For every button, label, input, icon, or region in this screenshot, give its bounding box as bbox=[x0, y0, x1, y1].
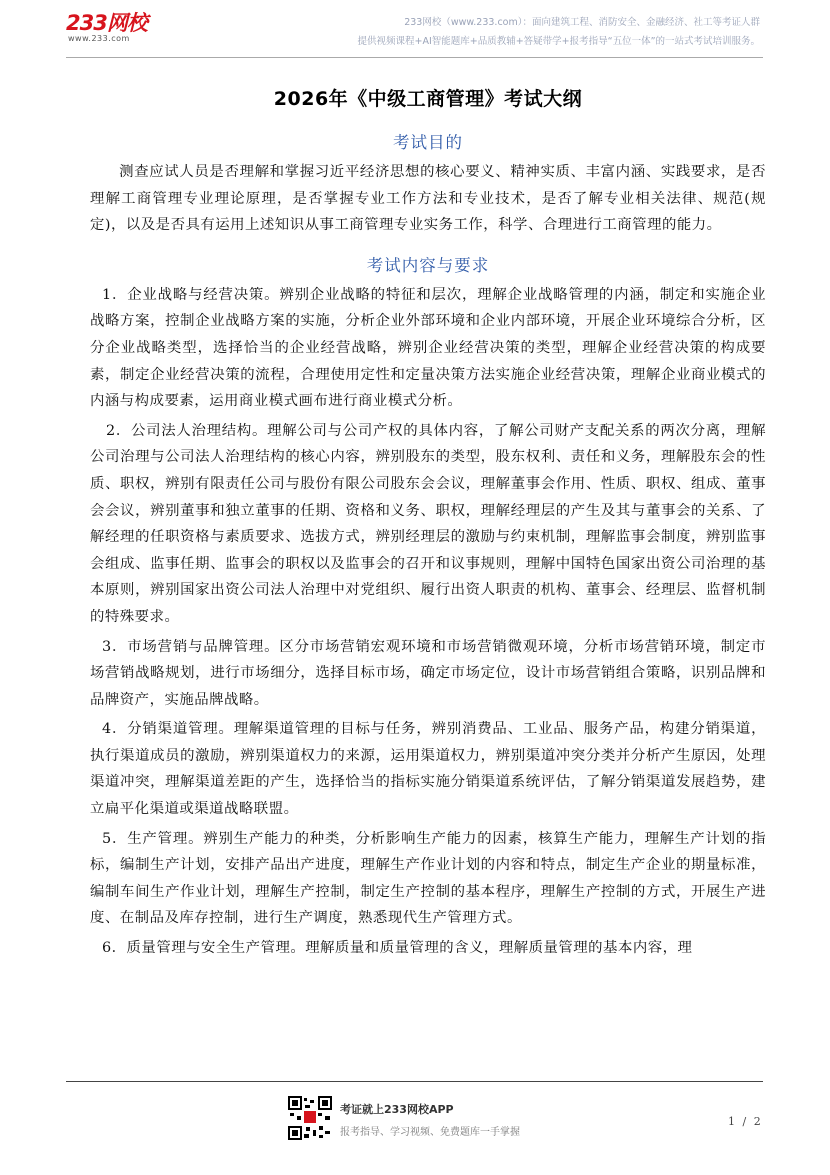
section-heading-purpose: 考试目的 bbox=[393, 133, 463, 152]
header-divider bbox=[66, 57, 763, 58]
document-body bbox=[90, 86, 766, 962]
paragraph-item-5: 5．生产管理。辨别生产能力的种类，分析影响生产能力的因素，核算生产能力，理解生产计划的指标，编制生产计划，安排产品出产进度，理解生产作业计划的内容和特点，制定生产企业的期量标准，编制车间生产作业计划，理解生产控制，制定生产控制的基本程序，理解生产控制的方式，开展生产进度、在制品及库存控制，进行生产调度，熟悉现代生产管理方式。 bbox=[90, 830, 766, 927]
header-info-line-2: 提供视频课程+AI智能题库+品质教辅+答疑带学+报考指导“五位一体”的一站式考试培训服务。 bbox=[357, 36, 760, 47]
paragraph-item-3: 3．市场营销与品牌管理。区分市场营销宏观环境和市场营销微观环境，分析市场营销环境，制定市场营销战略规划，进行市场细分，选择目标市场，确定市场定位，设计市场营销组合策略，识别品牌和品牌资产，实施品牌战略。 bbox=[90, 638, 766, 708]
logo-url: www.233.com bbox=[68, 34, 130, 43]
section-heading-content: 考试内容与要求 bbox=[366, 255, 490, 275]
paragraph-purpose: 测查应试人员是否理解和掌握习近平经济思想的核心要义、精神实质、丰富内涵、实践要求，是否理解工商管理专业理论原理，是否掌握专业工作方法和专业技术，是否了解专业相关法律、规范(规定)，以及是否具有运用上述知识从事工商管理专业实务工作，科学、合理进行工商管理的能力。 bbox=[90, 164, 766, 234]
document-title: 2026年《中级工商管理》考试大纲 bbox=[273, 88, 583, 110]
paragraph-item-6: 6．质量管理与安全生产管理。理解质量和质量管理的含义，理解质量管理的基本内容，理 bbox=[102, 940, 693, 957]
footer-app-title[interactable]: 考证就上233网校APP bbox=[340, 1103, 454, 1116]
logo-text: 233网校 bbox=[66, 11, 147, 35]
brand-logo[interactable] bbox=[66, 12, 147, 44]
header-info bbox=[358, 13, 761, 51]
page-header bbox=[0, 0, 830, 58]
page-number: 1 / 2 bbox=[728, 1115, 763, 1128]
qr-code-icon[interactable] bbox=[288, 1096, 332, 1140]
footer-app-subtitle: 报考指导、学习视频、免费题库一手掌握 bbox=[340, 1127, 520, 1138]
paragraph-item-2: 2．公司法人治理结构。理解公司与公司产权的具体内容，了解公司财产支配关系的两次分离，理解公司治理与公司法人治理结构的核心内容，辨别股东的类型，股东权利、责任和义务，理解股东会的性质、职权，辨别有限责任公司与股份有限公司股东会会议，理解董事会作用、性质、职权、组成、董事会会议，辨别董事和独立董事的任期、资格和义务、职权，理解经理层的产生及其与董事会的关系、了解经理的任职资格与素质要求、选拔方式，辨别经理层的激励与约束机制，理解监事会制度，辨别监事会组成、监事任期、监事会的职权以及监事会的召开和议事规则，理解中国特色国家出资公司治理的基本原则，辨别国家出资公司法人治理中对党组织、履行出资人职责的机构、董事会、经理层、监督机制的特殊要求。 bbox=[90, 422, 766, 625]
footer-divider bbox=[66, 1081, 763, 1082]
paragraph-item-4: 4．分销渠道管理。理解渠道管理的目标与任务，辨别消费品、工业品、服务产品，构建分销渠道，执行渠道成员的激励，辨别渠道权力的来源，运用渠道权力，辨别渠道冲突分类并分析产生原因，处理渠道冲突，理解渠道差距的产生，选择恰当的指标实施分销渠道系统评估，了解分销渠道发展趋势，建立扁平化渠道或渠道战略联盟。 bbox=[90, 721, 766, 818]
header-info-line-1: 233网校（www.233.com）：面向建筑工程、消防安全、金融经济、社工等考证人群 bbox=[404, 17, 760, 28]
paragraph-item-1: 1．企业战略与经营决策。辨别企业战略的特征和层次，理解企业战略管理的内涵，制定和实施企业战略方案，控制企业战略方案的实施，分析企业外部环境和企业内部环境，开展企业环境综合分析，区分企业战略类型，选择恰当的企业经营战略，辨别企业经营决策的类型，理解企业经营决策的构成要素，制定企业经营决策的流程，合理使用定性和定量决策方法实施企业经营决策，理解企业商业模式的内涵与构成要素，运用商业模式画布进行商业模式分析。 bbox=[90, 286, 766, 410]
